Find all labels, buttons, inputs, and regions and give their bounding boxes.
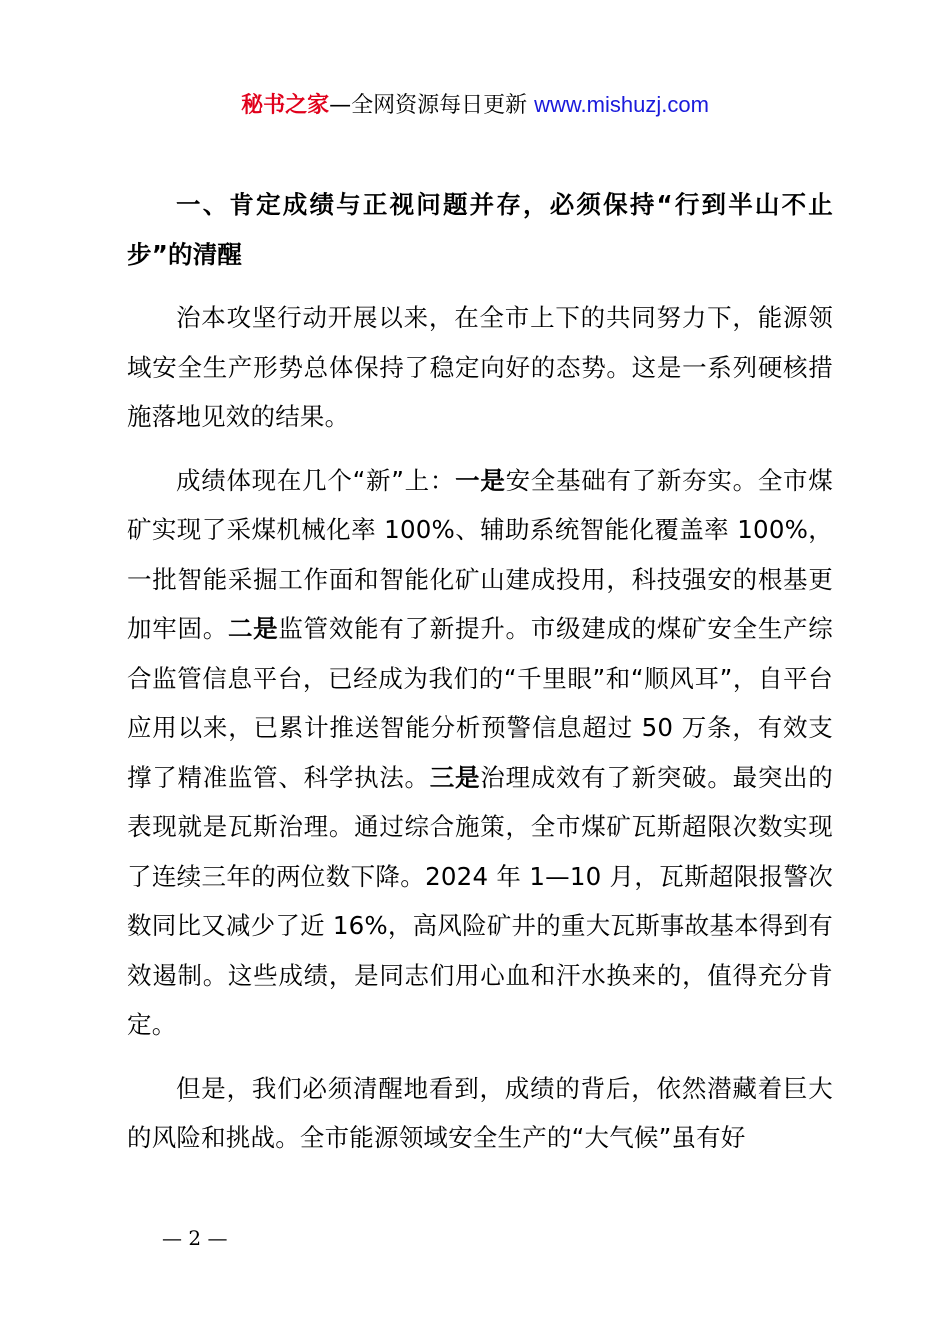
paragraph-challenges: 但是，我们必须清醒地看到，成绩的背后，依然潜藏着巨大的风险和挑战。全市能源领域安全生产的“大气候”虽有好 bbox=[127, 1073, 833, 1152]
site-url-link[interactable]: www.mishuzj.com bbox=[534, 92, 709, 117]
section-heading: 一、肯定成绩与正视问题并存，必须保持“行到半山不止步”的清醒 bbox=[127, 190, 833, 269]
site-header bbox=[0, 88, 950, 123]
document-body bbox=[127, 180, 833, 1177]
paragraph-overview: 治本攻坚行动开展以来，在全市上下的共同努力下，能源领域安全生产形势总体保持了稳定向好的态势。这是一系列硬核措施落地见效的结果。 bbox=[127, 303, 833, 431]
brand-name: 秘书之家 bbox=[241, 93, 330, 118]
paragraph-achievements bbox=[127, 456, 833, 1050]
header-tagline: —全网资源每日更新 bbox=[329, 93, 535, 118]
point-one-label: 一是 bbox=[455, 465, 506, 495]
achievements-intro: 成绩体现在几个“新”上： bbox=[176, 465, 456, 495]
point-two-text: 监管效能有了新提升。市级建成的煤矿安全生产综合监管信息平台，已经成为我们的“千里眼”和“顺风耳”，自平台应用以来，已累计推送智能分析预警信息超过 50 万条，有效支撑了精准监管、科学执法。 bbox=[127, 614, 833, 792]
page-number: — 2 — bbox=[162, 1226, 228, 1250]
point-one-text: 安全基础有了新夯实。全市煤矿实现了采煤机械化率 100%、辅助系统智能化覆盖率 100%，一批智能采掘工作面和智能化矿山建成投用，科技强安的根基更加牢固。 bbox=[127, 465, 833, 643]
point-two-label: 二是 bbox=[227, 614, 279, 643]
point-three-label: 三是 bbox=[429, 762, 481, 792]
point-three-text: 治理成效有了新突破。最突出的表现就是瓦斯治理。通过综合施策，全市煤矿瓦斯超限次数实现了连续三年的两位数下降。2024 年 1—10 月，瓦斯超限报警次数同比又减少了近 16%，高风险矿井的重大瓦斯事故基本得到有效遏制。这些成绩，是同志们用心血和汗水换来的，值得充分肯定。 bbox=[127, 762, 833, 1039]
